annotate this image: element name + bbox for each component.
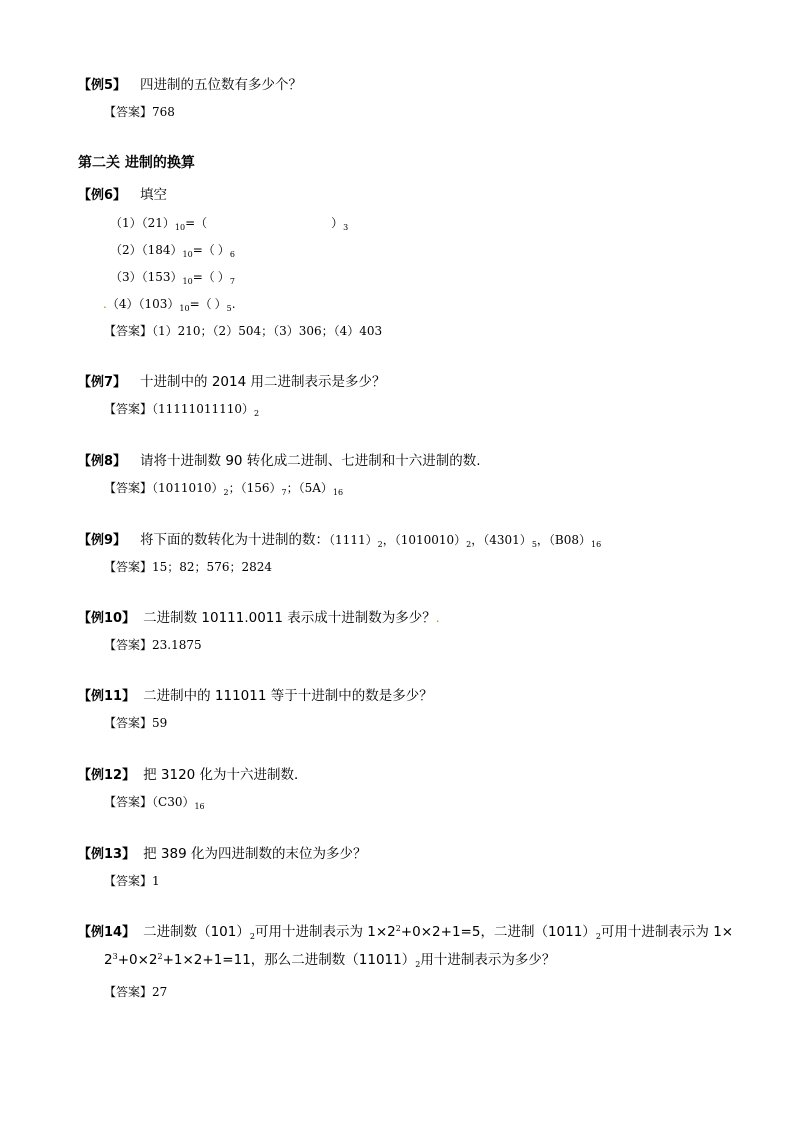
answer-tag: 【答案】 [104, 874, 153, 888]
example-tag: 【例13】 [78, 847, 136, 862]
example-tag: 【例14】 [78, 925, 136, 940]
answer-tag: 【答案】 [104, 481, 153, 495]
fill-item-4: $.(4)(103)_{10}=$（ ）$_5$. [103, 297, 236, 313]
example-12-question [78, 767, 308, 784]
example-tag: 【例7】 [78, 375, 127, 390]
section-heading [78, 155, 195, 172]
question-text: 把 3120 化为十六进制数． [143, 767, 308, 783]
stray-dot: . [103, 297, 107, 311]
example-tag: 【例6】 [78, 188, 127, 203]
fill-item-1: $(1)(21)_{10}=$（ ）$_3$ [110, 216, 349, 232]
example-9-answer [104, 559, 272, 576]
example-5-answer [104, 104, 175, 121]
example-13-answer [104, 873, 160, 890]
question-text: 二进制中的 111011 等于十进制中的数是多少？ [143, 688, 433, 704]
answer-tag: 【答案】 [104, 716, 153, 730]
example-12-answer: 【答案】$(C30)_{16}$ [104, 795, 205, 811]
answer-text: （11111011110） [152, 402, 254, 416]
answer-tag: 【答案】 [104, 795, 153, 809]
example-8-answer: 【答案】$(1011010)_2$；$(156)_7$；$(5A)_{16}$ [104, 481, 344, 497]
example-6-answer [104, 323, 382, 340]
example-tag: 【例10】 [78, 611, 136, 626]
example-8-question [78, 453, 481, 470]
question-text: 填空 [140, 187, 168, 203]
example-11-answer [104, 715, 167, 732]
example-7-answer: 【答案】$(11111011110)_2$ [104, 402, 260, 418]
answer-text: 27 [152, 985, 168, 999]
example-5-question [78, 77, 302, 94]
fill-item-2: $(2)(184)_{10}=$（ ）$_6$ [110, 243, 235, 259]
answer-tag: 【答案】 [104, 560, 153, 574]
answer-tag: 【答案】 [104, 105, 153, 119]
answer-text: （C30） [152, 795, 195, 809]
example-14-question-line1: 【例14】 二进制数$(101)_2$可用十进制表示为 $1\times 2^2+0\times 2+1=5$，二进制$(1011)_2$可用十进制表示为 1× [78, 924, 734, 941]
example-tag: 【例8】 [78, 454, 127, 469]
question-text: 把 389 化为四进制数的末位为多少？ [143, 846, 367, 862]
answer-tag: 【答案】 [104, 638, 153, 652]
answer-tag: 【答案】 [104, 402, 153, 416]
question-text: 请将十进制数 90 转化成二进制、七进制和十六进制的数. [140, 453, 481, 469]
answer-text: 768 [152, 105, 175, 119]
example-9-question: 【例9】 将下面的数转化为十进制的数：$(1111)_2$，$(1010010)_2$，$(4301)_5$，$(B08)_{16}$ [78, 532, 602, 549]
example-tag: 【例12】 [78, 768, 136, 783]
question-text: 二进制数 10111.0011 表示成十进制数为多少？ [143, 610, 436, 626]
question-text: 十进制中的 2014 用二进制表示是多少？ [140, 374, 386, 390]
example-10-answer [104, 637, 202, 654]
example-13-question [78, 846, 366, 863]
example-tag: 【例9】 [78, 533, 127, 548]
answer-tag: 【答案】 [104, 985, 153, 999]
question-text: 将下面的数转化为十进制的数： [140, 532, 330, 548]
answer-text: 59 [152, 716, 168, 730]
example-7-question [78, 374, 386, 391]
section-title: 第二关 进制的换算 [78, 155, 195, 171]
question-text: 四进制的五位数有多少个？ [140, 77, 303, 93]
example-tag: 【例11】 [78, 689, 136, 704]
answer-text: 1 [152, 874, 160, 888]
answer-text: 15；82；576；2824 [152, 560, 272, 574]
answer-text: （1）210；（2）504；（3）306；（4）403 [152, 324, 383, 338]
example-14-question-line2: $2^3+0\times 2^2+1\times 2+1=11$，那么二进制数$(11011)_2$用十进制表示为多少？ [104, 952, 556, 969]
example-6-question [78, 187, 167, 204]
answer-text: 23.1875 [152, 638, 202, 652]
example-11-question [78, 688, 433, 705]
example-10-question: 【例10】 二进制数 10111.0011 表示成十进制数为多少？. [78, 610, 440, 626]
example-tag: 【例5】 [78, 78, 127, 93]
fill-item-3: $(3)(153)_{10}=$（ ）$_7$ [110, 270, 235, 286]
example-14-answer [104, 984, 167, 1001]
answer-tag: 【答案】 [104, 324, 153, 338]
